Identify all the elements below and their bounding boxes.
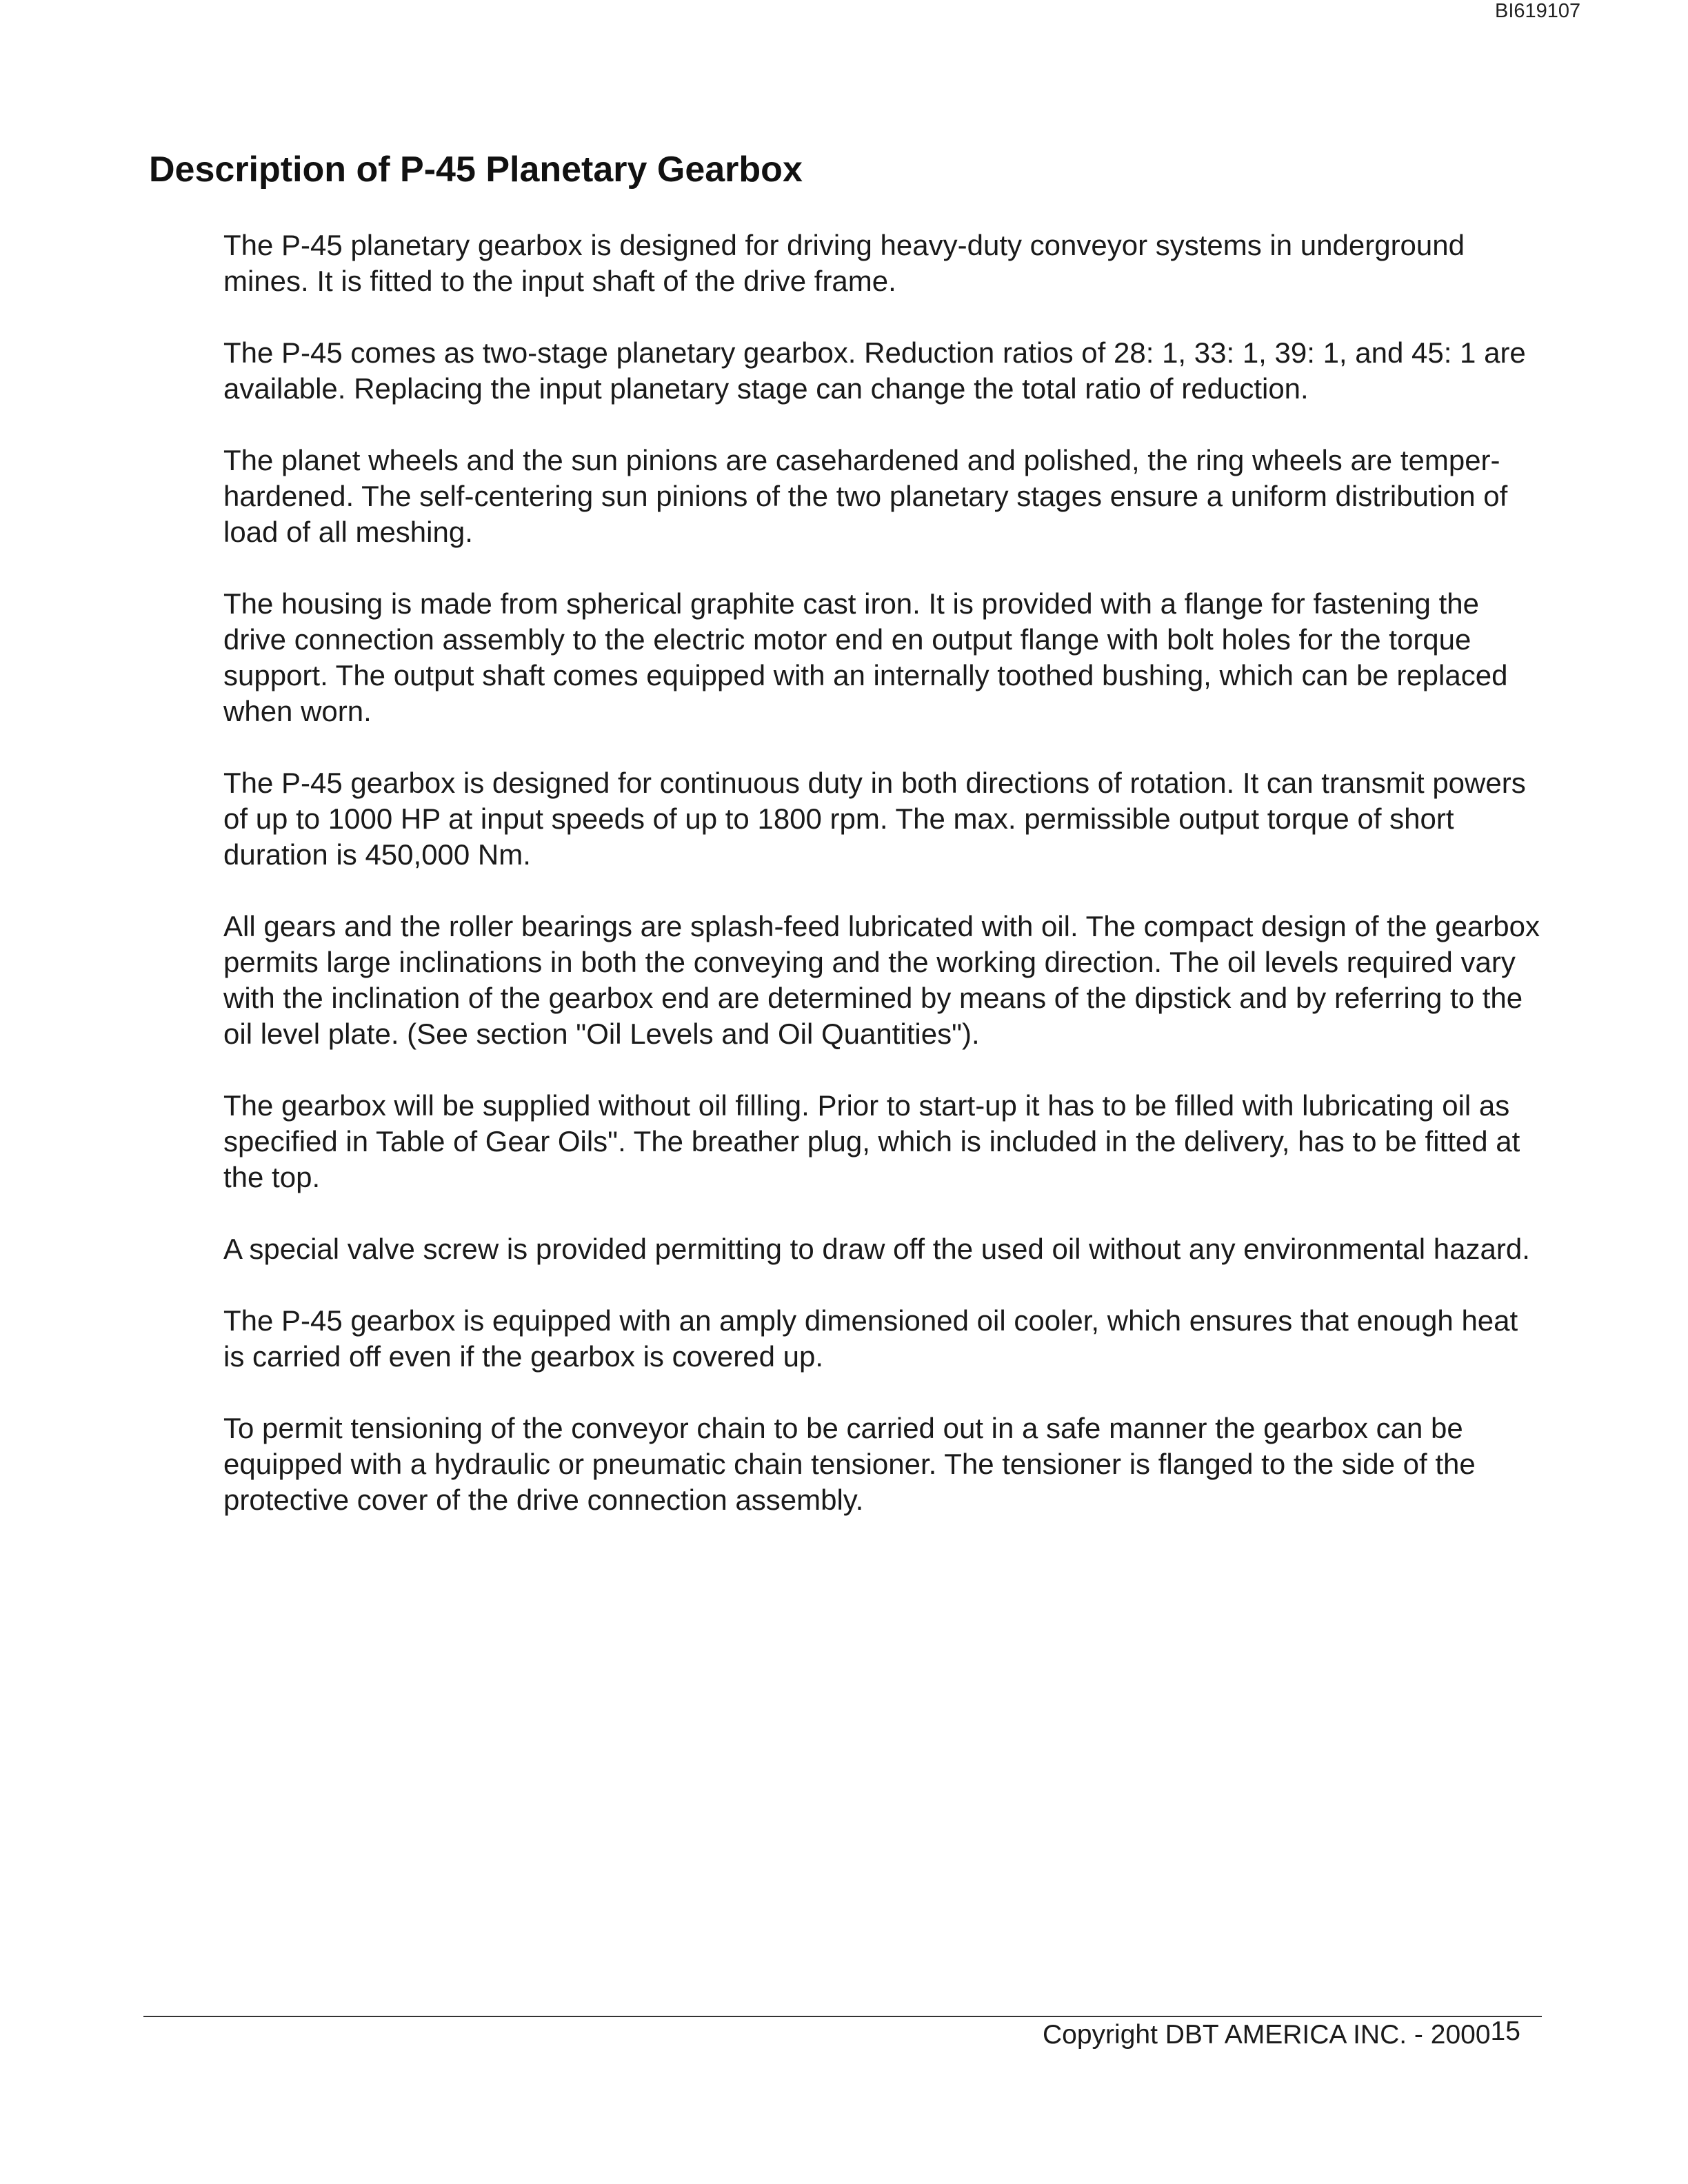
paragraph-housing: The housing is made from spherical graphite cast iron. It is provided with a flange for fastening the drive connection assembly to the electric motor end en output flange with bolt holes for the torque support. The output shaft comes equipped with an internally toothed bushing, which can be replaced when worn. [223, 587, 1508, 727]
page-number: 15 [1490, 2016, 1520, 2046]
page-title: Description of P-45 Planetary Gearbox [149, 150, 803, 190]
paragraph-oil-cooler: The P-45 gearbox is equipped with an amply dimensioned oil cooler, which ensures that enough heat is carried off even if the gearbox is covered up. [223, 1304, 1518, 1373]
footer [1043, 2016, 1520, 2050]
paragraph-lubrication: All gears and the roller bearings are splash-feed lubricated with oil. The compact design of the gearbox permits large inclinations in both the conveying and the working direction. The oil levels required vary with the inclination of the gearbox end are determined by means of the dipstick and by referring to the oil level plate. (See section "Oil Levels and Oil Quantities"). [223, 910, 1540, 1050]
paragraph-duty-rating: The P-45 gearbox is designed for continuous duty in both directions of rotation. It can transmit powers of up to 1000 HP at input speeds of up to 1800 rpm. The max. permissible output torque of short duration is 450,000 Nm. [223, 767, 1526, 871]
footer-divider [143, 2016, 1542, 2017]
paragraph-reduction-ratios: The P-45 comes as two-stage planetary gearbox. Reduction ratios of 28: 1, 33: 1, 39: 1, and 45: 1 are available. Replacing the input planetary stage can change the total ratio of reduction. [223, 336, 1526, 405]
paragraph-gear-hardening: The planet wheels and the sun pinions are casehardened and polished, the ring wheels are temper-hardened. The self-centering sun pinions of the two planetary stages ensure a uniform distribution of load of all meshing. [223, 444, 1508, 548]
paragraph-intro: The P-45 planetary gearbox is designed for driving heavy-duty conveyor systems in underground mines. It is fitted to the input shaft of the drive frame. [223, 229, 1465, 297]
document-id: BI619107 [1495, 0, 1581, 22]
paragraph-chain-tensioner: To permit tensioning of the conveyor chain to be carried out in a safe manner the gearbox can be equipped with a hydraulic or pneumatic chain tensioner. The tensioner is flanged to the side of the protective cover of the drive connection assembly. [223, 1412, 1476, 1516]
copyright-notice: Copyright DBT AMERICA INC. - 2000 [1043, 2020, 1491, 2050]
document-body [223, 228, 1540, 1554]
paragraph-oil-filling: The gearbox will be supplied without oil filling. Prior to start-up it has to be filled with lubricating oil as specified in Table of Gear Oils". The breather plug, which is included in the delivery, has to be fitted at the top. [223, 1089, 1520, 1193]
paragraph-valve-screw: A special valve screw is provided permitting to draw off the used oil without any environmental hazard. [223, 1233, 1530, 1265]
